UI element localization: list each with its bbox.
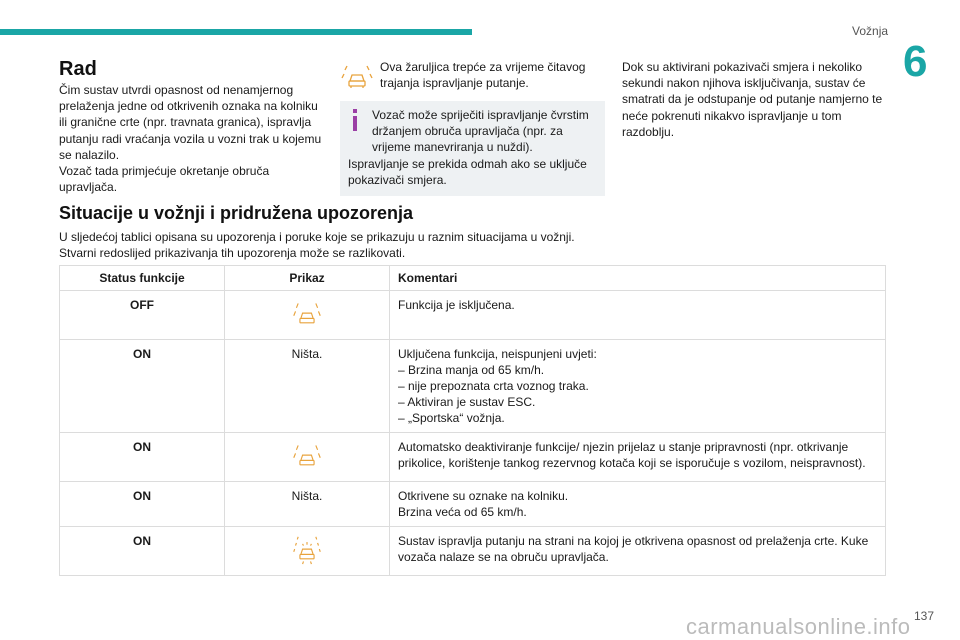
- rad-column-1: [59, 82, 327, 195]
- page-number: 137: [914, 609, 935, 623]
- intro-line-1: U sljedećoj tablici opisana su upozorenja i poruke koje se prikazuju u raznim situacijama u vožnji.: [59, 230, 575, 244]
- komentar-line: Otkrivene su oznake na kolniku.: [398, 489, 569, 503]
- komentar-line: Brzina veća od 65 km/h.: [398, 505, 527, 519]
- cell-komentar: [390, 527, 886, 576]
- cell-prikaz: [225, 433, 390, 482]
- info-box: [340, 101, 605, 196]
- komentar-line: Uključena funkcija, neispunjeni uvjeti:: [398, 347, 597, 361]
- heading-rad: Rad: [59, 58, 97, 80]
- cell-komentar: [390, 340, 886, 433]
- chapter-number: 6: [903, 37, 928, 86]
- cell-prikaz: Ništa.: [225, 482, 390, 527]
- komentar-line: Sustav ispravlja putanju na strani na kojoj je otkrivena opasnost od prelaženja crte. Kuke vozača nalaze se na obruču upravljača.: [398, 534, 869, 564]
- col-header-komentari: Komentari: [390, 266, 886, 291]
- warning-note: [340, 59, 605, 93]
- indicator-note: Dok su aktivirani pokazivači smjera i nekoliko sekundi nakon njihova isključivanja, sustav će smatrati da je odstupanje od putanje namjerno te neće pokrenuti nikakvo ispravljanje u tom razdoblju.: [622, 60, 883, 139]
- rad-column-2: [340, 59, 605, 196]
- watermark: carmanualsonline.info: [686, 614, 911, 639]
- table-row: [60, 527, 886, 576]
- rad-paragraph-2: Vozač tada primjećuje okretanje obruča upravljača.: [59, 164, 270, 195]
- lane-keeping-active-icon: [292, 535, 322, 565]
- cell-komentar: [390, 291, 886, 340]
- table-row: [60, 340, 886, 433]
- rad-paragraph-1: Čim sustav utvrdi opasnost od nenamjernog prelaženja jedne od otkrivenih oznaka na kolniku ili granične crte (npr. travnata granica), ispravlja putanju radi vraćanja vozila u vozni trak u kojemu se nalazilo.: [59, 83, 322, 162]
- info-icon: [351, 109, 359, 131]
- rad-column-3: [622, 59, 886, 140]
- cell-komentar: [390, 433, 886, 482]
- info-text-1: Vozač može spriječiti ispravljanje čvrstim držanjem obruča upravljača (npr. za vrijeme manevriranja u nuždi).: [372, 108, 589, 155]
- warning-text: Ova žaruljica trepće za vrijeme čitavog trajanja ispravljanje putanje.: [380, 60, 586, 91]
- lane-departure-warning-icon: [340, 59, 374, 93]
- cell-status: ON: [60, 527, 225, 576]
- intro-line-2: Stvarni redoslijed prikazivanja tih upozorenja može se razlikovati.: [59, 246, 406, 260]
- cell-status: OFF: [60, 291, 225, 340]
- section-label: Vožnja: [852, 24, 889, 38]
- cell-status: ON: [60, 433, 225, 482]
- warnings-table: [59, 265, 886, 576]
- table-row: [60, 433, 886, 482]
- komentar-line: – Brzina manja od 65 km/h.: [398, 363, 545, 377]
- cell-status: ON: [60, 482, 225, 527]
- komentar-line: Funkcija je isključena.: [398, 298, 515, 312]
- table-row: [60, 482, 886, 527]
- info-text-2: Ispravljanje se prekida odmah ako se uključe pokazivači smjera.: [348, 156, 587, 187]
- cell-komentar: [390, 482, 886, 527]
- heading-situacije: Situacije u vožnji i pridružena upozorenja: [59, 203, 414, 223]
- komentar-line: – nije prepoznata crta voznog traka.: [398, 379, 589, 393]
- lane-keeping-icon: [292, 441, 322, 471]
- cell-prikaz: [225, 527, 390, 576]
- col-header-prikaz: Prikaz: [225, 266, 390, 291]
- col-header-status: Status funkcije: [60, 266, 225, 291]
- cell-prikaz: [225, 291, 390, 340]
- situacije-intro: [59, 229, 619, 261]
- cell-prikaz: Ništa.: [225, 340, 390, 433]
- cell-status: ON: [60, 340, 225, 433]
- header-accent-bar: [0, 29, 472, 35]
- lane-keeping-icon: [292, 299, 322, 329]
- table-row: [60, 291, 886, 340]
- table-header-row: [60, 266, 886, 291]
- komentar-line: Automatsko deaktiviranje funkcije/ njezin prijelaz u stanje pripravnosti (npr. otkrivanje prikolice, korištenje tankog rezervnog kotača koji se isporučuje s vozilom, neispravnost).: [398, 440, 866, 470]
- komentar-line: – „Sportska“ vožnja.: [398, 411, 505, 425]
- komentar-line: – Aktiviran je sustav ESC.: [398, 395, 536, 409]
